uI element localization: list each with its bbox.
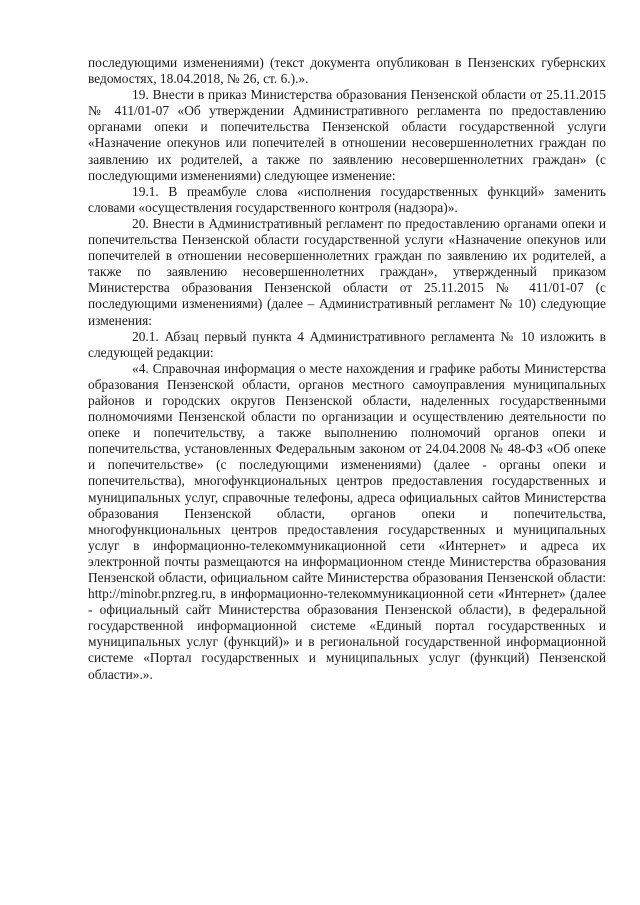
paragraph-item-19: 19. Внести в приказ Министерства образования Пензенской области от 25.11.2015 № 411/01-07 «Об утверждении Административного регламента по предоставлению органами опеки и попечительства Пензенской области государственной услуги «Назначение опекунов или попечителей в отношении несовершеннолетних граждан по заявлению их родителей, а также по заявлению несовершеннолетних граждан» (с последующими изменениями) следующее изменение: [88,87,606,183]
paragraph-item-20-1: 20.1. Абзац первый пункта 4 Административного регламента № 10 изложить в следующей редакции: [88,328,606,360]
paragraph-item-19-1: 19.1. В преамбуле слова «исполнения государственных функций» заменить словами «осуществления государственного контроля (надзора)». [88,183,606,215]
paragraph-item-20: 20. Внести в Административный регламент по предоставлению органами опеки и попечительства Пензенской области государственной услуги «Назначение опекунов или попечителей в отношении несовершеннолетних граждан по заявлению их родителей, а также по заявлению несовершеннолетних граждан», утвержденный приказом Министерства образования Пензенской области от 25.11.2015 № 411/01-07 (с последующими изменениями) (далее – Административный регламент № 10) следующие изменения: [88,215,606,328]
paragraph-item-4-new-text: «4. Справочная информация о месте нахождения и графике работы Министерства образования Пензенской области, органов местного самоуправления муниципальных районов и городских округов Пензенской области, наделенных государственными полномочиями Пензенской области по организации и осуществлению деятельности по опеке и попечительству, а также выполнению полномочий органов опеки и попечительства, установленных Федеральным законом от 24.04.2008 № 48-ФЗ «Об опеке и попечительстве» (с последующими изменениями) (далее - органы опеки и попечительства), многофункциональных центров предоставления государственных и муниципальных услуг, справочные телефоны, адреса официальных сайтов Министерства образования Пензенской области, органов опеки и попечительства, многофункциональных центров предоставления государственных и муниципальных услуг в информационно-телекоммуникационной сети «Интернет» и адреса их электронной почты размещаются на информационном стенде Министерства образования Пензенской области, официальном сайте Министерства образования Пензенской области: http://minobr.pnzreg.ru, в информационно-телекоммуникационной сети «Интернет» (далее - официальный сайт Министерства образования Пензенской области), в федеральной государственной информационной системе «Единый портал государственных и муниципальных услуг (функций)» и в региональной государственной информационной системе «Портал государственных и муниципальных услуг (функций) Пензенской области».». [88,360,606,682]
paragraph-continuation: последующими изменениями) (текст документа опубликован в Пензенских губернских ведомостях, 18.04.2018, № 26, ст. 6.).». [88,55,606,87]
document-body [88,55,606,683]
